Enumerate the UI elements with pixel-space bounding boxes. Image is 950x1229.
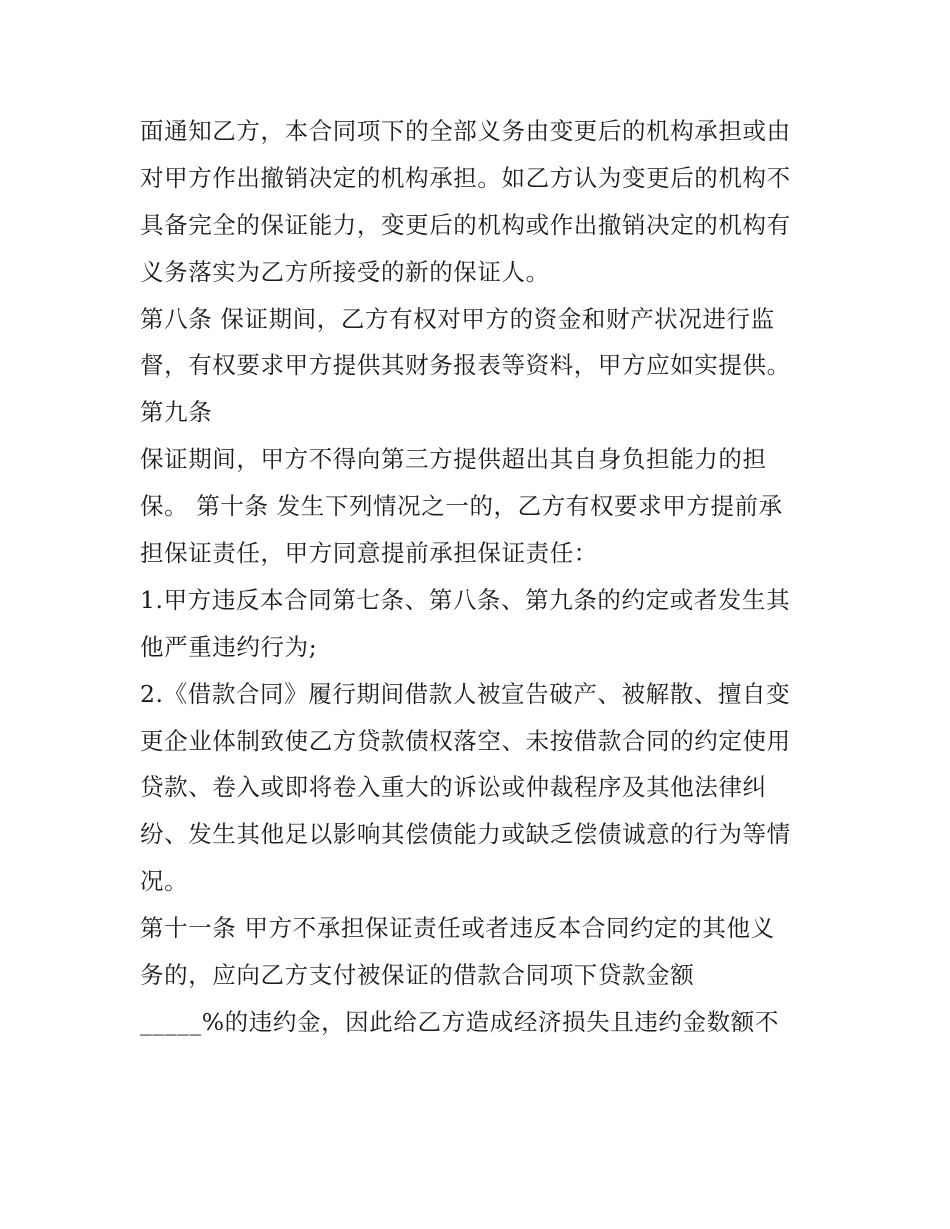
list-item-2-line: 2.《借款合同》履行期间借款人被宣告破产、被解散、擅自变 xyxy=(140,679,791,708)
text-line: 督，有权要求甲方提供其财务报表等资料，甲方应如实提供。 xyxy=(140,351,791,380)
text-line: 义务落实为乙方所接受的新的保证人。 xyxy=(140,257,550,286)
text-line: 对甲方作出撤销决定的机构承担。如乙方认为变更后的机构不 xyxy=(140,163,791,192)
text-line: 他严重违约行为; xyxy=(140,632,318,661)
text-line: 担保证责任，甲方同意提前承担保证责任： xyxy=(140,539,598,568)
text-line: 况。 xyxy=(140,867,189,896)
document-body xyxy=(140,108,820,1046)
text-line: 务的，应向乙方支付被保证的借款合同项下贷款金额 xyxy=(140,961,695,990)
text-line: 纷、发生其他足以影响其偿债能力或缺乏偿债诚意的行为等情 xyxy=(140,820,791,849)
article-9-heading: 第九条 xyxy=(140,398,213,427)
text-line: 贷款、卷入或即将卷入重大的诉讼或仲裁程序及其他法律纠 xyxy=(140,773,767,802)
text-line: 更企业体制致使乙方贷款债权落空、未按借款合同的约定使用 xyxy=(140,726,791,755)
article-8-line: 第八条 保证期间，乙方有权对甲方的资金和财产状况进行监 xyxy=(140,304,775,333)
text-line: 保证期间，甲方不得向第三方提供超出其自身负担能力的担 xyxy=(140,445,767,474)
article-10-line: 保。 第十条 发生下列情况之一的，乙方有权要求甲方提前承 xyxy=(140,492,783,521)
article-11-line: 第十一条 甲方不承担保证责任或者违反本合同约定的其他义 xyxy=(140,914,775,943)
text-line: _____%的违约金，因此给乙方造成经济损失且违约金数额不 xyxy=(140,1007,779,1036)
text-line: 面通知乙方，本合同项下的全部义务由变更后的机构承担或由 xyxy=(140,117,791,145)
list-item-1-line: 1.甲方违反本合同第七条、第八条、第九条的约定或者发生其 xyxy=(140,585,791,614)
text-line: 具备完全的保证能力，变更后的机构或作出撤销决定的机构有 xyxy=(140,210,791,239)
